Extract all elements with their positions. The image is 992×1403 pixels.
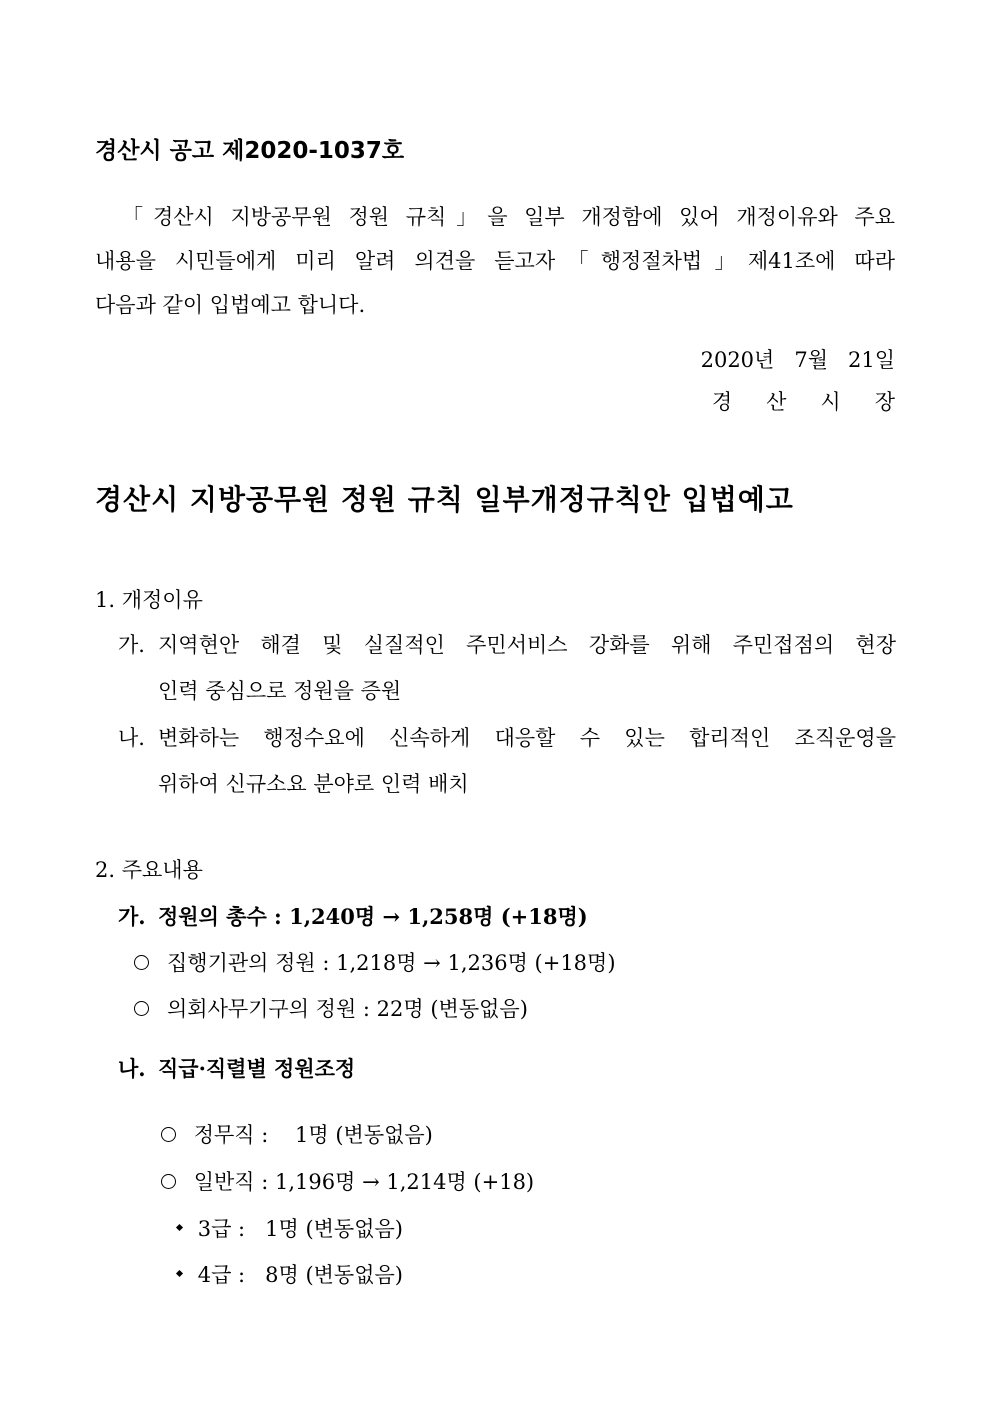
issuer xyxy=(712,392,895,413)
notice-number: 경산시 공고 제2020-1037호 xyxy=(95,138,405,164)
item-text-continued: 인력 중심으로 정원을 증원 xyxy=(158,679,402,703)
item-marker: 나. xyxy=(118,1056,146,1081)
notice-date xyxy=(701,350,895,371)
circle-bullet-icon xyxy=(161,1174,176,1189)
section-heading: 1. 개정이유 xyxy=(95,588,203,612)
circle-bullet-icon xyxy=(161,1127,176,1142)
intro-line: 다음과 같이 입법예고 합니다. xyxy=(95,293,366,317)
subsection-text: 정원의 총수 : 1,240명 → 1,258명 (+18명) xyxy=(158,904,588,929)
item-text: 지역현안 해결 및 실질적인 주민서비스 강화를 위해 주민접점의 현장 xyxy=(158,633,896,657)
subsection-text: 직급·직렬별 정원조정 xyxy=(158,1056,356,1081)
diamond-bullet-icon xyxy=(176,1224,183,1231)
issuer-char: 시 xyxy=(820,390,841,414)
sub-bullet-item: 4급 : 8명 (변동없음) xyxy=(150,1244,403,1307)
section-heading: 2. 주요내용 xyxy=(95,858,203,882)
item-marker: 가. xyxy=(118,904,146,929)
circle-bullet-icon xyxy=(134,955,149,970)
bullet-item: 집행기관의 정원 : 1,218명 → 1,236명 (+18명) xyxy=(134,953,616,974)
issuer-char: 산 xyxy=(766,390,787,414)
document-title: 경산시 지방공무원 정원 규칙 일부개정규칙안 입법예고 xyxy=(95,483,794,516)
sub-bullet-item: 3급 : 1명 (변동없음) xyxy=(150,1198,403,1261)
circle-bullet-icon xyxy=(134,1001,149,1016)
date-month: 7월 xyxy=(794,348,828,372)
subsection-total xyxy=(118,906,588,927)
date-year: 2020년 xyxy=(700,348,775,372)
reason-item xyxy=(118,622,896,714)
intro-paragraph xyxy=(95,195,895,327)
subsection-grade xyxy=(118,1058,355,1079)
date-day: 21일 xyxy=(847,348,895,372)
diamond-bullet-icon xyxy=(176,1270,183,1277)
reason-item xyxy=(118,715,896,807)
item-text: 변화하는 행정수요에 신속하게 대응할 수 있는 합리적인 조직운영을 xyxy=(158,726,896,750)
item-marker: 가. xyxy=(118,633,145,657)
intro-line: 내용을 시민들에게 미리 알려 의견을 듣고자「행정절차법」제41조에 따라 xyxy=(95,249,895,273)
item-text-continued: 위하여 신규소요 분야로 인력 배치 xyxy=(158,772,469,796)
intro-line: 「경산시 지방공무원 정원 규칙」을 일부 개정함에 있어 개정이유와 주요 xyxy=(122,205,895,229)
bullet-item: 의회사무기구의 정원 : 22명 (변동없음) xyxy=(134,999,528,1020)
item-marker: 나. xyxy=(118,726,145,750)
bullet-item: 일반직 : 1,196명 → 1,214명 (+18) xyxy=(134,1151,534,1214)
issuer-char: 장 xyxy=(874,390,895,414)
bullet-item: 정무직 : 1명 (변동없음) xyxy=(134,1104,433,1167)
issuer-char: 경 xyxy=(711,390,733,414)
